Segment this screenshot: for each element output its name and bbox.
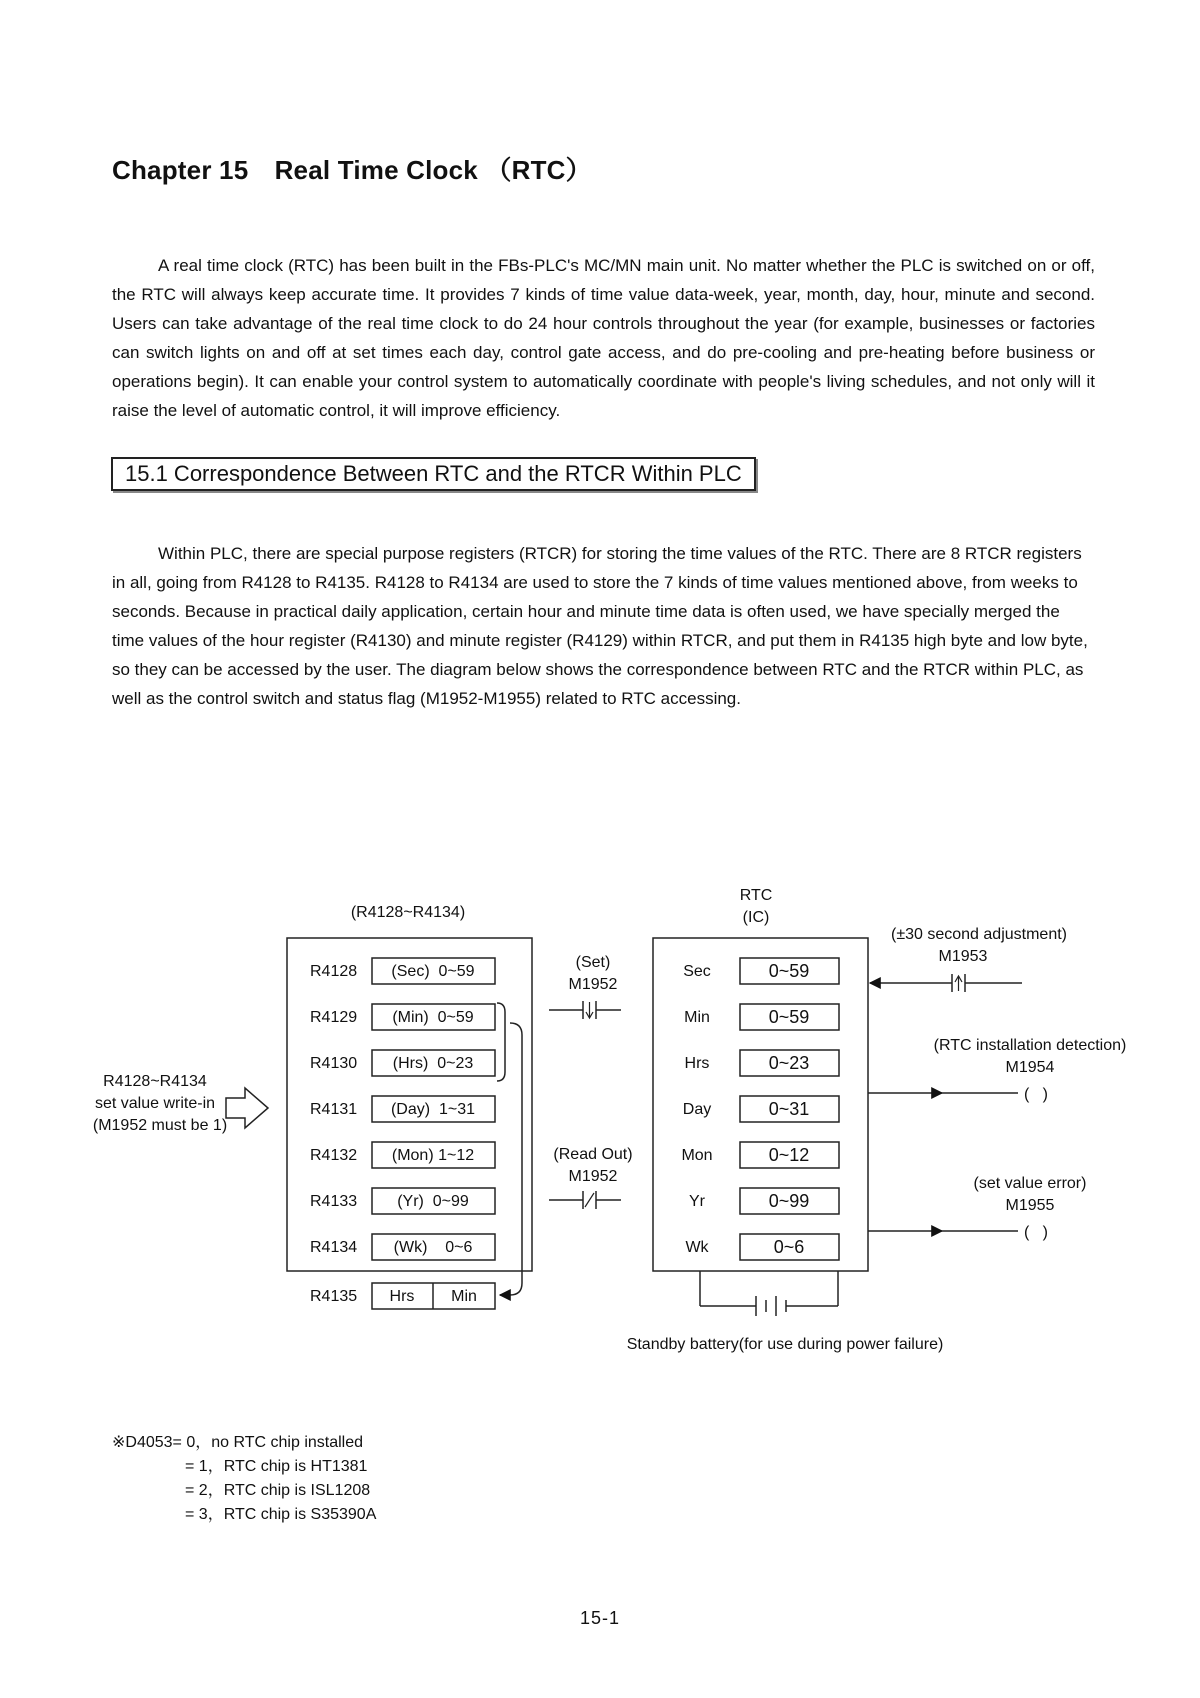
- page-number: 15-1: [579, 1608, 621, 1628]
- svg-text:M1953: M1953: [938, 948, 988, 965]
- rtcr-register-row: [310, 958, 495, 984]
- battery-icon: [700, 1271, 838, 1316]
- write-in-note: [93, 1073, 227, 1134]
- rtc-subtitle: (IC): [742, 909, 770, 926]
- set-contact: [549, 954, 621, 1019]
- footnote-line: = 1，RTC chip is HT1381: [185, 1458, 368, 1475]
- svg-text:0~23: 0~23: [768, 1053, 810, 1073]
- rtc-correspondence-diagram: [0, 850, 1200, 1370]
- footnote-line: ※D4053= 0，no RTC chip installed: [112, 1434, 364, 1451]
- svg-text:R4129: R4129: [310, 1009, 358, 1026]
- merged-register-r4135: [310, 1283, 495, 1309]
- svg-text:(M1952 must be 1): (M1952 must be 1): [92, 1117, 228, 1134]
- rtc-field-row: [689, 1188, 839, 1214]
- rtc-field-row: [685, 1234, 839, 1260]
- svg-text:0~59: 0~59: [768, 1007, 810, 1027]
- svg-text:(Set): (Set): [575, 954, 611, 971]
- svg-text:0~6: 0~6: [773, 1237, 805, 1257]
- svg-text:0~99: 0~99: [768, 1191, 810, 1211]
- svg-text:Min: Min: [451, 1288, 477, 1305]
- install-detect-coil: [868, 1037, 1126, 1103]
- rtc-field-row: [683, 958, 839, 984]
- svg-text:M1952: M1952: [568, 1168, 618, 1185]
- svg-text:R4134: R4134: [310, 1239, 358, 1256]
- section-paragraph: Within PLC, there are special purpose registers (RTCR) for storing the time values of the RTC. There are 8 RTCR registers in all, going from R4128 to R4135. R4128 to R4134 are used to store the 7 kinds of time values mentioned above, from weeks to seconds. Because in practical daily application, certain hour and minute time data is often used, we have specially merged the time values of the hour register (R4130) and minute register (R4129) within RTCR, and put them in R4135 high byte and low byte, so they can be accessed by the user. The diagram below shows the correspondence between RTC and the RTCR within PLC, as well as the control switch and status flag (M1952-M1955) related to RTC accessing.: [112, 544, 1088, 708]
- merge-brace-outer: [500, 1023, 522, 1295]
- svg-text:Mon: Mon: [681, 1147, 713, 1164]
- svg-text:R4128~R4134: R4128~R4134: [103, 1073, 207, 1090]
- set-error-coil: [868, 1175, 1086, 1241]
- rtcr-range-label: (R4128~R4134): [350, 904, 466, 921]
- svg-text:Sec: Sec: [683, 963, 711, 980]
- rtc-field-row: [684, 1004, 839, 1030]
- svg-text:R4135: R4135: [310, 1288, 358, 1305]
- svg-text:M1954: M1954: [1005, 1059, 1055, 1076]
- svg-text:(RTC installation detection): (RTC installation detection): [933, 1037, 1127, 1054]
- merge-brace-inner: [497, 1003, 505, 1081]
- read-out-contact: [549, 1146, 633, 1209]
- footnote-line: = 2，RTC chip is ISL1208: [185, 1482, 371, 1499]
- write-in-arrow: [226, 1088, 268, 1128]
- rtc-field-row: [685, 1050, 839, 1076]
- rtcr-register-row: [310, 1050, 495, 1076]
- rtcr-register-row: [310, 1004, 495, 1030]
- battery-label: Standby battery(for use during power failure): [626, 1336, 944, 1353]
- chapter-title: Chapter 15 Real Time Clock （RTC）: [112, 155, 592, 185]
- svg-text:(set value error): (set value error): [973, 1175, 1087, 1192]
- svg-text:0~31: 0~31: [768, 1099, 810, 1119]
- svg-text:0~12: 0~12: [768, 1145, 810, 1165]
- svg-text:( ): ( ): [1024, 1086, 1048, 1103]
- rtc-field-row: [683, 1096, 839, 1122]
- section-heading: 15.1 Correspondence Between RTC and the RTCR Within PLC: [111, 457, 756, 491]
- footnote-line: = 3，RTC chip is S35390A: [185, 1506, 377, 1523]
- rtc-field-row: [681, 1142, 839, 1168]
- svg-text:M1955: M1955: [1005, 1197, 1055, 1214]
- svg-text:R4131: R4131: [310, 1101, 358, 1118]
- svg-text:( ): ( ): [1024, 1224, 1048, 1241]
- adjust-contact: [870, 926, 1067, 992]
- svg-text:Min: Min: [684, 1009, 710, 1026]
- svg-text:R4130: R4130: [310, 1055, 358, 1072]
- svg-text:(Wk) 0~6: (Wk) 0~6: [393, 1239, 473, 1256]
- svg-text:(Min) 0~59: (Min) 0~59: [392, 1009, 474, 1026]
- svg-text:(Read Out): (Read Out): [553, 1146, 633, 1163]
- svg-text:M1952: M1952: [568, 976, 618, 993]
- svg-text:R4128: R4128: [310, 963, 358, 980]
- rtcr-register-row: [310, 1142, 495, 1168]
- rtcr-register-row: [310, 1188, 495, 1214]
- svg-text:(Sec) 0~59: (Sec) 0~59: [391, 963, 475, 980]
- svg-text:0~59: 0~59: [768, 961, 810, 981]
- svg-text:Day: Day: [682, 1101, 712, 1118]
- svg-text:Wk: Wk: [685, 1239, 709, 1256]
- rtcr-register-row: [310, 1096, 495, 1122]
- svg-text:Yr: Yr: [689, 1193, 705, 1210]
- svg-text:(Day) 1~31: (Day) 1~31: [390, 1101, 476, 1118]
- rtcr-register-row: [310, 1234, 495, 1260]
- svg-text:(Hrs) 0~23: (Hrs) 0~23: [392, 1055, 474, 1072]
- rtc-title: RTC: [739, 887, 773, 904]
- footnote: [112, 1431, 376, 1527]
- svg-text:R4132: R4132: [310, 1147, 358, 1164]
- svg-text:(±30 second adjustment): (±30 second adjustment): [891, 926, 1067, 943]
- intro-paragraph: A real time clock (RTC) has been built in the FBs-PLC's MC/MN main unit. No matter whether the PLC is switched on or off, the RTC will always keep accurate time. It provides 7 kinds of time value data-week, year, month, day, hour, minute and second. Users can take advantage of the real time clock to do 24 hour controls throughout the year (for example, businesses or factories can switch lights on and off at set times each day, control gate access, and do pre-cooling and pre-heating before business or operations begin). It can enable your control system to automatically coordinate with people's living schedules, and not only will it raise the level of automatic control, it will improve efficiency.: [112, 256, 1095, 420]
- svg-text:R4133: R4133: [310, 1193, 358, 1210]
- svg-text:(Yr) 0~99: (Yr) 0~99: [397, 1193, 469, 1210]
- svg-text:Hrs: Hrs: [389, 1288, 415, 1305]
- svg-text:(Mon) 1~12: (Mon) 1~12: [391, 1147, 475, 1164]
- svg-text:set value write-in: set value write-in: [94, 1095, 216, 1112]
- svg-text:Hrs: Hrs: [684, 1055, 710, 1072]
